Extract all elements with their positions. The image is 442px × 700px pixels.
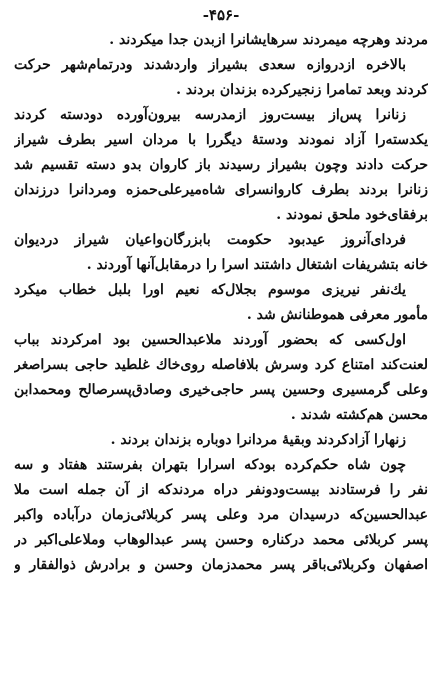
text-line: لعنت‌کند امتناع کرد وسرش بلافاصله روی‌خاك غلطید حاجی بسراصغر	[14, 357, 428, 373]
text-line: یکدسته‌را آزاد نمودند ودستهٔ دیگررا با مردان اسیر بطرف شیراز	[14, 132, 428, 148]
text-line: چون شاه حکم‌کرده بودکه اسرارا بتهران بفرستند هفتاد و سه	[14, 457, 406, 473]
text-line: خانه بتشریفات اشتغال داشتند اسرا را درمقابل‌آنها آوردند .	[86, 257, 428, 273]
text-line: اصفهان وکربلائی‌باقر پسر محمدزمان وحسن و برادرش ذوالفقار و	[14, 557, 428, 573]
text-line: زنانرا پس‌از بیست‌روز ازمدرسه بیرون‌آورده دودسته کردند	[14, 107, 406, 123]
text-line: زنانرا بردند بطرف کاروانسرای شاه‌میرعلی‌حمزه ومردانرا درزندان	[14, 182, 428, 198]
text-line: یك‌نفر نیریزی موسوم بجلال‌که نعیم اورا بلبل خطاب میکرد	[14, 282, 406, 298]
text-line: نفر را فرستادند بیست‌ودونفر دراه مردندکه از آن جمله است ملا	[14, 482, 428, 498]
text-line: زنهارا آزادکردند وبقیهٔ مردانرا دوباره بزندان بردند .	[110, 432, 406, 448]
text-line: حرکت دادند وچون بشیراز رسیدند باز کاروان بدو دسته تقسیم شد	[14, 157, 428, 173]
text-line: مأمور معرفی هموطنانش شد .	[246, 307, 428, 323]
text-line: عبدالحسین‌که درسیدان مرد وعلی پسر کربلائی‌زمان درآباده واکبر	[14, 507, 428, 523]
text-line: محسن هم‌کشته شدند .	[290, 407, 428, 423]
page-number: -۴۵۶-	[202, 6, 240, 24]
text-line: اول‌کسی که بحضور آوردند ملاعبدالحسین بود امرکردند بباب	[14, 332, 406, 348]
text-line: بالاخره ازدروازه سعدی بشیراز واردشدند ودرتمام‌شهر حرکت	[14, 57, 406, 73]
text-line: فردای‌آنروز عیدبود حکومت بابزرگان‌واعیان شیراز دردیوان	[14, 232, 406, 248]
document-page	[14, 4, 428, 696]
text-line: پسر کربلائی محمد درکناره وحسن پسر عبدالوهاب وملاعلی‌اکبر در	[14, 532, 428, 548]
text-line: کردند وبعد تمامرا زنجیرکرده بزندان بردند .	[176, 82, 428, 98]
text-line: مردند وهرچه میمردند سرهایشانرا ازبدن جدا میکردند .	[109, 32, 428, 48]
text-line: برفقای‌خود ملحق نمودند .	[276, 207, 428, 223]
text-line: وعلی گرمسیری وحسین پسر حاجی‌خیری وصادق‌پسرصالح ومحمدابن	[14, 382, 428, 398]
body-text	[14, 28, 428, 578]
